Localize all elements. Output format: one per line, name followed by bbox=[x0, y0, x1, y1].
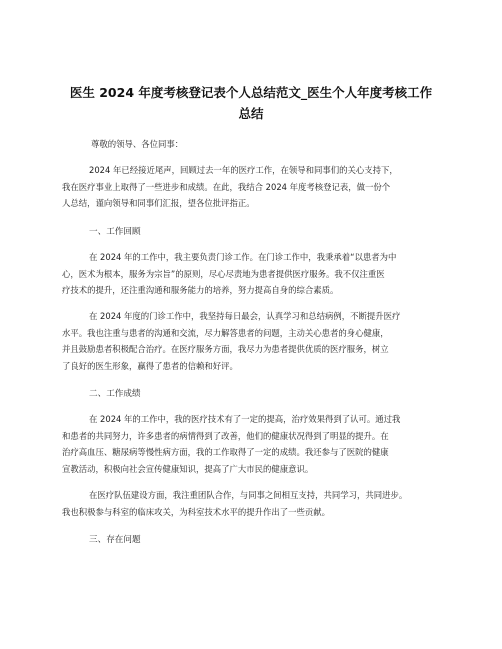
section-heading-work-review: 一、工作回顾 bbox=[89, 227, 141, 237]
paragraph-line: 水平。我也注重与患者的沟通和交流，尽力解答患者的问题，主动关心患者的身心健康， bbox=[62, 328, 389, 338]
paragraph-line: 在 2024 年的工作中，我主要负责门诊工作。在门诊工作中，我秉承着“以患者为中 bbox=[89, 252, 397, 262]
intro-line: 我在医疗事业上取得了一些进步和成绩。在此，我结合 2024 年度考核登记表，做一份个 bbox=[62, 182, 391, 192]
section-heading-achievements: 二、工作成绩 bbox=[89, 389, 141, 399]
document-title-line-1: 医生 2024 年度考核登记表个人总结范文_医生个人年度考核工作 bbox=[69, 85, 433, 100]
paragraph-line: 疗技术的提升，还注重沟通和服务能力的培养，努力提高自身的综合素质。 bbox=[62, 285, 339, 295]
paragraph-line: 并且鼓励患者积极配合治疗。在医疗服务方面，我尽力为患者提供优质的医疗服务，树立 bbox=[62, 344, 389, 354]
document-title-line-2: 总结 bbox=[238, 106, 264, 121]
paragraph-line: 在医疗队伍建设方面，我注重团队合作，与同事之间相互支持，共同学习，共同进步。 bbox=[89, 490, 408, 500]
paragraph-line: 在 2024 年度的门诊工作中，我坚持每日最会，认真学习和总结病例，不断提升医疗 bbox=[89, 311, 401, 321]
intro-line: 2024 年已经接近尾声，回顾过去一年的医疗工作，在领导和同事们的关心支持下， bbox=[89, 165, 398, 175]
paragraph-line: 治疗高血压、糖尿病等慢性病方面，我的工作取得了一定的成绩。我还参与了医院的健康 bbox=[62, 447, 389, 457]
paragraph-line: 我也积极参与科室的临床攻关，为科室技术水平的提升作出了一些贡献。 bbox=[62, 507, 330, 517]
paragraph-line: 和患者的共同努力，许多患者的病情得到了改善，他们的健康状况得到了明显的提升。在 bbox=[62, 431, 389, 441]
paragraph-line: 宣教活动，积极向社会宣传健康知识，提高了广大市民的健康意识。 bbox=[62, 464, 314, 474]
section-heading-problems: 三、存在问题 bbox=[89, 535, 141, 545]
intro-line: 人总结，谨向领导和同事们汇报，望各位批评指正。 bbox=[62, 198, 255, 208]
paragraph-line: 了良好的医生形象，赢得了患者的信赖和好评。 bbox=[62, 361, 238, 371]
paragraph-line: 心，医术为根本，服务为宗旨”的原则，尽心尽责地为患者提供医疗服务。我不仅注重医 bbox=[62, 269, 385, 279]
paragraph-line: 在 2024 年的工作中，我的医疗技术有了一定的提高，治疗效果得到了认可。通过我 bbox=[89, 414, 401, 424]
salutation: 尊敬的领导、各位同事： bbox=[91, 139, 184, 149]
